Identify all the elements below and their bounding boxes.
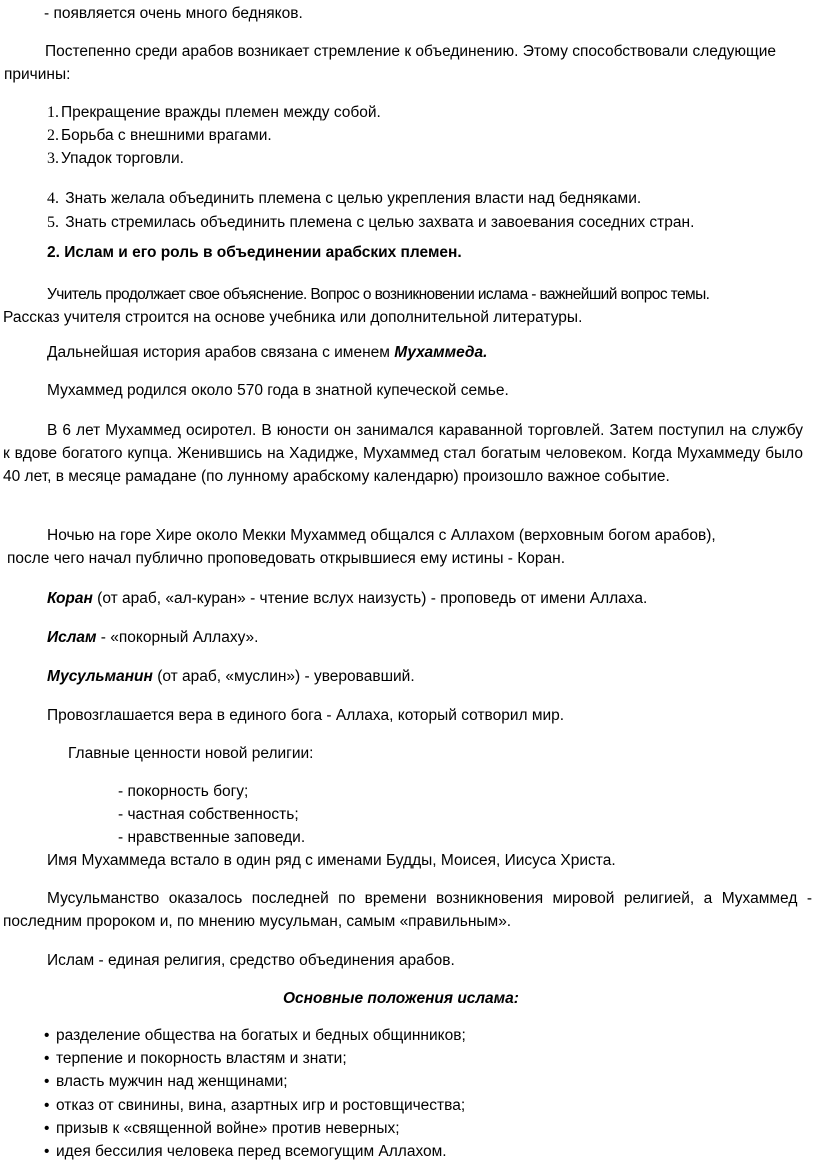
list-item — [44, 1117, 400, 1140]
list-item — [44, 1140, 447, 1163]
bullet-icon: • — [44, 1097, 50, 1114]
list-item-text: отказ от свинины, вина, азартных игр и ростовщичества; — [56, 1097, 466, 1114]
section-heading: 2. Ислам и его роль в объединении арабских племен. — [47, 244, 462, 261]
list-item — [44, 1024, 466, 1047]
history-text: Дальнейшая история арабов связана с именем — [47, 344, 395, 361]
paragraph-faith: Провозглашается вера в единого бога - Аллаха, который сотворил мир. — [47, 707, 565, 724]
definition-text: - «покорный Аллаху». — [96, 629, 259, 646]
list-item — [47, 211, 694, 234]
list-item — [44, 1047, 347, 1070]
values-intro: Главные ценности новой религии: — [68, 745, 314, 762]
paragraph-born: Мухаммед родился около 570 года в знатной купеческой семье. — [47, 382, 509, 399]
list-item — [47, 187, 641, 210]
paragraph-unification: Постепенно среди арабов возникает стремление к объединению. Этому способствовали следующие причины: — [4, 43, 777, 83]
list-item — [47, 101, 381, 124]
list-item: - покорность богу; — [118, 783, 249, 800]
paragraph-last-religion: Мусульманство оказалось последней по времени возникновения мировой религией, а Мухаммед - последним пророком и, по мнению мусульман, самым «правильным». — [3, 890, 812, 930]
list-item-text: идея бессилия человека перед всемогущим Аллахом. — [56, 1143, 447, 1160]
paragraph-hira-line-1: Ночью на горе Хире около Мекки Мухаммед общался с Аллахом (верховным богом арабов), — [47, 527, 716, 544]
name-muhammad: Мухаммеда. — [394, 344, 488, 361]
definition-muslim — [47, 665, 415, 688]
list-item: - частная собственность; — [118, 806, 299, 823]
definition-koran — [47, 587, 647, 610]
list-number: 1. — [47, 104, 59, 121]
list-item: - нравственные заповеди. — [118, 829, 306, 846]
list-item-text: Знать желала объединить племена с целью укрепления власти над бедняками. — [61, 190, 642, 207]
bullet-icon: • — [44, 1050, 50, 1067]
paragraph-hira-line-2: после чего начал публично проповедовать открывшиеся ему истины - Коран. — [7, 550, 566, 567]
paragraph-names: Имя Мухаммеда встало в один ряд с именами Будды, Моисея, Иисуса Христа. — [47, 852, 616, 869]
paragraph-poor-line: - появляется очень много бедняков. — [44, 5, 303, 22]
paragraph-teacher-line-2: Рассказ учителя строится на основе учебника или дополнительной литературы. — [3, 309, 583, 326]
tenets-heading: Основные положения ислама: — [283, 990, 519, 1007]
list-item-text: власть мужчин над женщинами; — [56, 1073, 288, 1090]
bullet-icon: • — [44, 1027, 50, 1044]
bullet-icon: • — [44, 1120, 50, 1137]
list-number: 4. — [47, 190, 59, 207]
definition-islam — [47, 626, 258, 649]
bullet-icon: • — [44, 1143, 50, 1160]
list-item-text: призыв к «священной войне» против неверных; — [56, 1120, 400, 1137]
list-item-text: Борьба с внешними врагами. — [61, 127, 272, 144]
list-item-text: Знать стремилась объединить племена с целью захвата и завоевания соседних стран. — [61, 214, 695, 231]
list-number: 5. — [47, 214, 59, 231]
list-item — [44, 1070, 288, 1093]
list-item — [47, 124, 272, 147]
list-item-text: Прекращение вражды племен между собой. — [61, 104, 381, 121]
paragraph-teacher-line-1: Учитель продолжает свое объяснение. Вопрос о возникновении ислама - важнейший вопрос темы. — [47, 286, 710, 303]
list-item-text: разделение общества на богатых и бедных общинников; — [56, 1027, 466, 1044]
list-number: 2. — [47, 127, 59, 144]
term-muslim: Мусульманин — [47, 668, 153, 685]
list-item — [47, 147, 184, 170]
term-koran: Коран — [47, 590, 93, 607]
paragraph-orphan: В 6 лет Мухаммед осиротел. В юности он занимался караванной торговлей. Затем поступил на службу к вдове богатого купца. Женившись на Хадидже, Мухаммед стал богатым человеком. Когда Мухаммеду было 40 лет, в месяце рамадане (по лунному арабскому календарю) произошло важное событие. — [3, 422, 803, 485]
definition-text: (от араб, «муслин») - уверовавший. — [152, 668, 415, 685]
term-islam: Ислам — [47, 629, 97, 646]
list-item — [44, 1094, 465, 1117]
paragraph-unity: Ислам - единая религия, средство объединения арабов. — [47, 952, 455, 969]
bullet-icon: • — [44, 1073, 50, 1090]
list-item-text: Упадок торговли. — [61, 150, 184, 167]
definition-text: (от араб, «ал-куран» - чтение вслух наизусть) - проповедь от имени Аллаха. — [92, 590, 648, 607]
paragraph-history — [47, 341, 487, 364]
list-item-text: терпение и покорность властям и знати; — [56, 1050, 347, 1067]
list-number: 3. — [47, 150, 59, 167]
